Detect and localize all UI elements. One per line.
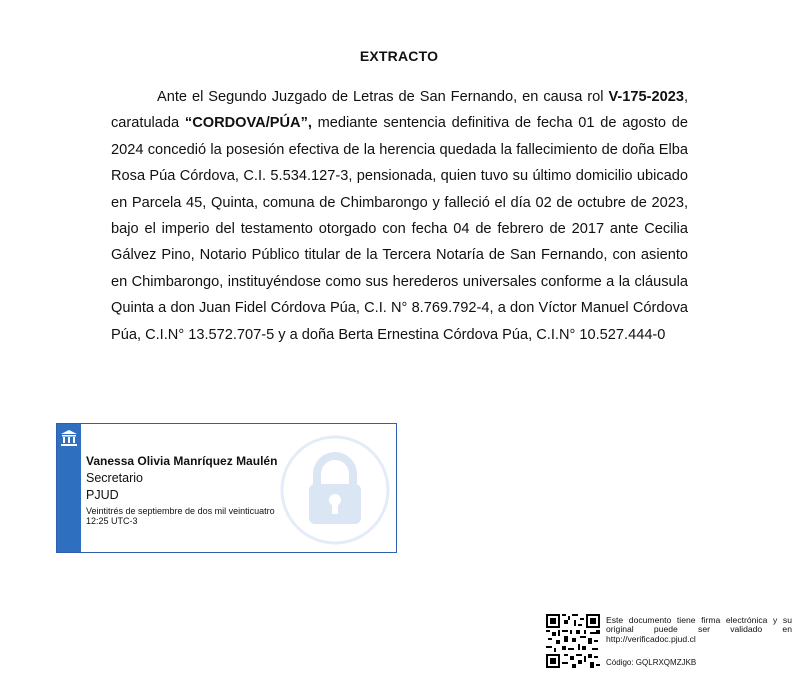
- paragraph-text-2: , caratulada: [111, 89, 688, 132]
- signature-date: [86, 506, 326, 526]
- signer-org: PJUD: [86, 488, 119, 502]
- case-rol: V-175-2023: [608, 89, 684, 105]
- extract-paragraph: [111, 84, 688, 348]
- lock-icon: [279, 434, 391, 546]
- qr-code-icon: [546, 614, 600, 668]
- signature-date-text: Veintitrés de septiembre de dos mil veinticuatro: [86, 506, 275, 516]
- verification-notice: Este documento tiene firma electrónica y su original puede ser validado en http://verificadoc.pjud.cl: [606, 615, 792, 644]
- document-title: EXTRACTO: [359, 48, 439, 64]
- electronic-signature-box: [56, 423, 397, 553]
- paragraph-intro: Ante el Segundo Juzgado de Letras de San Fernando, en causa rol: [157, 89, 609, 105]
- signer-name: Vanessa Olivia Manríquez Maulén: [86, 454, 278, 468]
- courthouse-icon: [60, 429, 78, 447]
- verification-code: Código: GQLRXQMZJKB: [606, 658, 697, 667]
- paragraph-body: mediante sentencia definitiva de fecha 01 de agosto de 2024 concedió la posesión efectiva de la herencia quedada la fallecimiento de doña Elba Rosa Púa Córdova, C.I. 5.534.127-3, pensionada, quien tuvo su último domicilio ubicado en Parcela 45, Quinta, comuna de Chimbarongo y falleció el día 02 de octubre de 2023, bajo el imperio del testamento otorgado con fecha 04 de febrero de 2017 ante Cecilia Gálvez Pino, Notario Público titular de la Tercera Notaría de San Fernando, con asiento en Chimbarongo, instituyéndose como sus herederos universales conforme a la cláusula Quinta a don Juan Fidel Córdova Púa, C.I. N° 8.769.792-4, a don Víctor Manuel Córdova Púa, C.I.N° 13.572.707-5 y a doña Berta Ernestina Córdova Púa, C.I.N° 10.527.444-0: [111, 115, 689, 343]
- signer-role: Secretario: [86, 471, 143, 485]
- signature-accent-bar: [57, 424, 81, 552]
- signature-time-text: 12:25 UTC-3: [86, 516, 138, 526]
- case-caption: “CORDOVA/PÚA”,: [184, 115, 312, 132]
